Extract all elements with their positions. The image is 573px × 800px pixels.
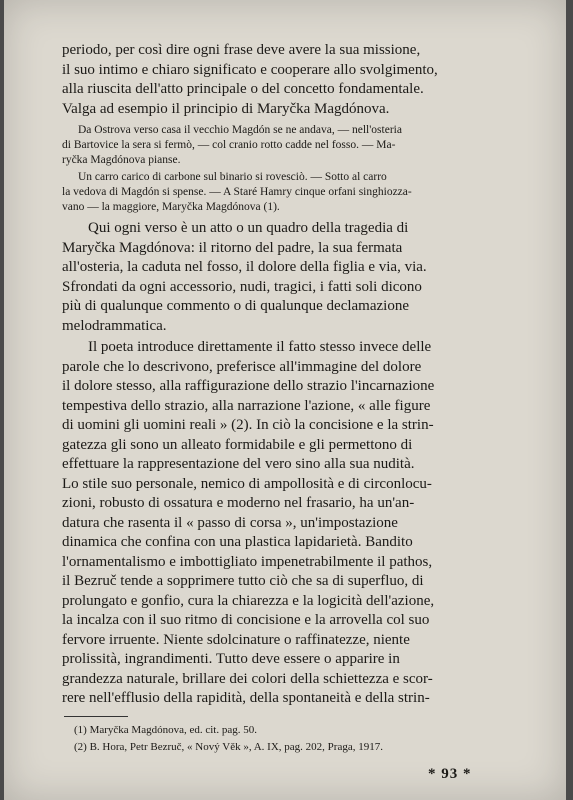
quote-line: di Bartovice la sera si fermò, — col cranio rotto cadde nel fosso. — Ma-	[62, 139, 396, 151]
text-line: rere nell'efflusio della rapidità, della spontaneità e della strin-	[62, 690, 430, 706]
text-line: effettuare la rappresentazione del vero sino alla sua nudità.	[62, 456, 415, 472]
quote-line: la vedova di Magdón si spense. — A Staré Hamry cinque orfani singhiozza-	[62, 186, 412, 198]
footnote-rule	[64, 716, 128, 717]
text-line: il Bezruč tende a sopprimere tutto ciò che sa di superfluo, di	[62, 573, 424, 589]
text-line: melodrammatica.	[62, 317, 167, 334]
text-line: fervore irruente. Niente sdolcinature o raffinatezze, niente	[62, 631, 410, 648]
quote-line: vano — la maggiore, Maryčka Magdónova (1).	[62, 201, 280, 213]
text-line: Qui ogni verso è un atto o un quadro della tragedia di	[88, 220, 409, 236]
text-line: il dolore stesso, alla raffigurazione dello strazio l'incarnazione	[62, 378, 435, 394]
text-line: tempestiva dello strazio, alla narrazione l'azione, « alle figure	[62, 397, 431, 414]
text-line: Maryčka Magdónova: il ritorno del padre, la sua fermata	[62, 239, 403, 256]
text-line: zioni, robusto di ossatura e moderno nel frasario, ha un'an-	[62, 495, 415, 511]
text-line: Il poeta introduce direttamente il fatto stesso invece delle	[88, 339, 432, 355]
text-line: periodo, per così dire ogni frase deve avere la sua missione,	[62, 42, 421, 58]
text-line: la incalza con il suo ritmo di concisione e la arrovella col suo	[62, 612, 430, 628]
quote-line: Un carro carico di carbone sul binario si rovesciò. — Sotto al carro	[78, 171, 387, 183]
text-line: Valga ad esempio il principio di Maryčka Magdónova.	[62, 100, 390, 117]
text-line: alla riuscita dell'atto principale o del concetto fondamentale.	[62, 81, 424, 97]
text-line: gatezza gli sono un alleato formidabile e gli permettono di	[62, 436, 413, 453]
text-line: più di qualunque commento o di qualunque declamazione	[62, 298, 409, 314]
text-line: Lo stile suo personale, nemico di ampollosità e di circonlocu-	[62, 475, 432, 492]
text-line: di uomini gli uomini reali » (2). In ciò la concisione e la strin-	[62, 417, 434, 433]
text-line: all'osteria, la caduta nel fosso, il dolore della figlia e via, via.	[62, 259, 427, 275]
text-line: l'ornamentalismo e imbottigliato impenetrabilmente il pathos,	[62, 553, 433, 570]
quote-line: Da Ostrova verso casa il vecchio Magdón se ne andava, — nell'osteria	[78, 124, 402, 136]
text-line: dinamica che confina con una plastica lapidarietà. Bandito	[62, 534, 413, 550]
text-line: prolissità, ingrandimenti. Tutto deve essere o apparire in	[62, 651, 400, 667]
text-line: datura che rasenta il « passo di corsa », un'impostazione	[62, 514, 398, 531]
text-line: prolungato e gonfio, cura la chiarezza e la logicità dell'azione,	[62, 592, 435, 609]
quote-line: ryčka Magdónova pianse.	[62, 154, 181, 166]
book-page	[4, 0, 566, 800]
footnote: (1) Maryčka Magdónova, ed. cit. pag. 50.	[74, 723, 257, 736]
text-line: Sfrondati da ogni accessorio, nudi, tragici, i fatti soli dicono	[62, 278, 422, 295]
text-line: grandezza naturale, brillare dei colori della schiettezza e scor-	[62, 670, 433, 687]
page-number: * 93 *	[428, 765, 472, 782]
footnote: (2) B. Hora, Petr Bezruč, « Nový Věk », A. IX, pag. 202, Praga, 1917.	[74, 740, 383, 753]
text-line: il suo intimo e chiaro significato e cooperare allo svolgimento,	[62, 61, 438, 78]
text-line: parole che lo descrivono, preferisce all'immagine del dolore	[62, 358, 422, 375]
